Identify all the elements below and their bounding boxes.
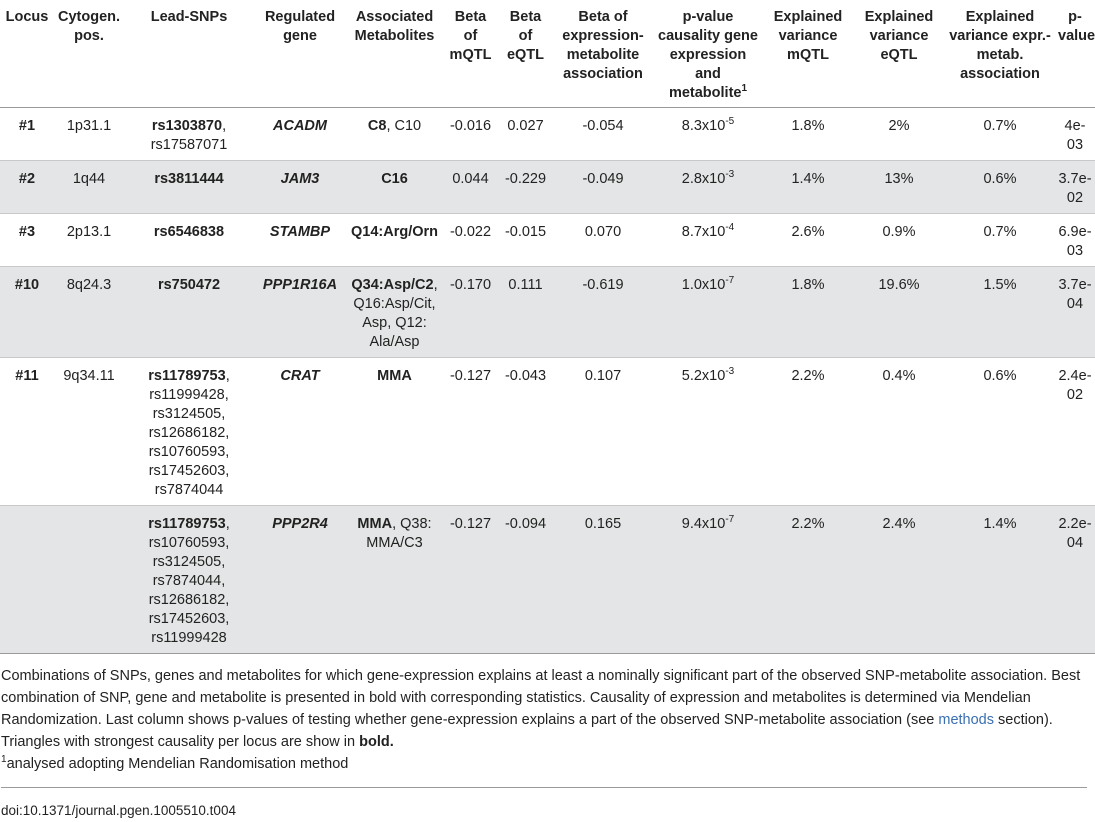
cell-explained-variance-eqtl: 2.4%: [882, 516, 916, 532]
cell-lead-snps: rs3811444: [154, 171, 224, 187]
cell-beta-mqtl: -0.022: [449, 224, 492, 240]
cell-locus: #10: [14, 277, 40, 293]
cell-p-value-causality: $2.8x10^{-3}$: [681, 169, 735, 187]
cell-regulated-gene: JAM3: [280, 171, 320, 187]
cell-p-value-causality: $5.2x10^{-3}$: [681, 366, 735, 384]
cell-beta-mqtl: 0.044: [452, 171, 489, 187]
cell-cytogen-pos: [54, 506, 124, 654]
header-beta-eqtl: Beta of eQTL: [506, 9, 545, 63]
cell-associated-metabolites: Q14:Arg/Orn: [350, 224, 438, 240]
cell-locus: #11: [15, 368, 39, 384]
cell-regulated-gene: PPP2R4: [272, 516, 328, 532]
cell-beta-expression: 0.107: [584, 368, 622, 384]
cell-beta-eqtl: -0.015: [504, 224, 547, 240]
cell-associated-metabolites: MMA: [377, 368, 412, 384]
cell-cytogen-pos: 8q24.3: [66, 277, 112, 293]
table-row: [0, 267, 1095, 358]
cell-beta-mqtl: -0.170: [449, 277, 492, 293]
cell-cytogen-pos: 2p13.1: [66, 224, 112, 240]
header-regulated-gene: Regulated gene: [264, 9, 336, 44]
cell-explained-variance-expr: 0.7%: [983, 224, 1017, 240]
table-row: [0, 214, 1095, 267]
cell-beta-expression: 0.165: [584, 516, 622, 532]
cell-beta-eqtl: -0.043: [504, 368, 547, 384]
table-row: [0, 108, 1095, 161]
header-locus: Locus: [5, 9, 49, 25]
doi-label: doi:10.1371/journal.pgen.1005510.t004: [1, 787, 1087, 822]
cell-cytogen-pos: 9q34.11: [63, 368, 115, 384]
cell-lead-snps: rs750472: [157, 277, 221, 293]
cell-lead-snps: rs11789753, rs10760593, rs3124505, rs7874044, rs12686182, rs17452603, rs11999428: [148, 516, 230, 646]
cell-explained-variance-mqtl: 2.2%: [791, 516, 825, 532]
header-explained-variance-eqtl: Explained variance eQTL: [864, 9, 934, 63]
cell-explained-variance-eqtl: 19.6%: [878, 277, 920, 293]
cell-beta-eqtl: 0.027: [507, 118, 544, 134]
cell-lead-snps: rs6546838: [153, 224, 225, 240]
table-footnote: [0, 665, 1095, 822]
cell-locus: #3: [18, 224, 36, 240]
cell-regulated-gene: PPP1R16A: [262, 277, 338, 293]
cell-beta-eqtl: -0.094: [504, 516, 547, 532]
cell-lead-snps: rs1303870, rs17587071: [150, 118, 228, 153]
cell-explained-variance-eqtl: 13%: [884, 171, 914, 187]
cell-beta-mqtl: -0.016: [449, 118, 492, 134]
cell-regulated-gene: ACADM: [273, 118, 327, 134]
cell-explained-variance-mqtl: 2.6%: [791, 224, 825, 240]
cell-explained-variance-expr: 1.5%: [983, 277, 1017, 293]
cell-associated-metabolites: C16: [381, 171, 408, 187]
cell-associated-metabolites: Q34:Asp/C2, Q16:Asp/Cit, Asp, Q12: Ala/Asp: [351, 277, 438, 350]
cell-explained-variance-expr: 1.4%: [983, 516, 1017, 532]
header-associated-metabolites: Associated Metabolites: [354, 9, 435, 44]
header-beta-mqtl: Beta of mQTL: [449, 9, 492, 63]
cell-beta-expression: -0.049: [582, 171, 624, 187]
cell-explained-variance-mqtl: 1.8%: [791, 118, 825, 134]
cell-beta-eqtl: -0.229: [504, 171, 547, 187]
cell-explained-variance-expr: 0.6%: [983, 171, 1017, 187]
cell-p-value-causality: $8.7x10^{-4}$: [681, 222, 735, 240]
header-row: [0, 0, 1095, 108]
cell-associated-metabolites: C8, C10: [367, 118, 422, 134]
cell-explained-variance-eqtl: 2%: [888, 118, 910, 134]
cell-p-value: 3.7e-02: [1058, 171, 1092, 206]
cell-explained-variance-mqtl: 2.2%: [791, 368, 825, 384]
cell-beta-mqtl: -0.127: [449, 368, 492, 384]
header-cytogen-pos: Cytogen. pos.: [57, 9, 121, 44]
cell-beta-expression: -0.619: [582, 277, 624, 293]
cell-beta-eqtl: 0.111: [508, 277, 543, 293]
cell-beta-mqtl: -0.127: [449, 516, 492, 532]
cell-lead-snps: rs11789753, rs11999428, rs3124505, rs12686182, rs10760593, rs17452603, rs7874044: [148, 368, 230, 498]
cell-explained-variance-eqtl: 0.9%: [882, 224, 916, 240]
cell-cytogen-pos: 1q44: [72, 171, 106, 187]
header-p-value: p-value: [1058, 9, 1095, 44]
cell-p-value-causality: $9.4x10^{-7}$: [681, 514, 735, 532]
cell-p-value: 2.2e-04: [1058, 516, 1092, 551]
header-beta-expression: Beta of expression-metabolite association: [562, 9, 644, 82]
cell-regulated-gene: CRAT: [280, 368, 320, 384]
cell-regulated-gene: STAMBP: [269, 224, 331, 240]
cell-locus: [0, 506, 54, 654]
table-row: [0, 506, 1095, 654]
cell-cytogen-pos: 1p31.1: [66, 118, 112, 134]
methods-link[interactable]: methods: [938, 712, 994, 728]
cell-locus: #2: [18, 171, 36, 187]
cell-explained-variance-expr: 0.7%: [983, 118, 1017, 134]
cell-associated-metabolites: MMA, Q38: MMA/C3: [357, 516, 432, 551]
header-lead-snps: Lead-SNPs: [150, 9, 228, 25]
cell-explained-variance-mqtl: 1.4%: [791, 171, 825, 187]
table-row: [0, 161, 1095, 214]
cell-explained-variance-expr: 0.6%: [983, 368, 1017, 384]
cell-explained-variance-eqtl: 0.4%: [882, 368, 916, 384]
cell-p-value: 3.7e-04: [1058, 277, 1092, 312]
cell-p-value: 4e-03: [1064, 118, 1086, 153]
cell-p-value: 6.9e-03: [1058, 224, 1092, 259]
footnote-note: $^1$analysed adopting Mendelian Randomisation method: [1, 754, 349, 772]
cell-p-value-causality: $1.0x10^{-7}$: [681, 275, 735, 293]
cell-beta-expression: -0.054: [582, 118, 624, 134]
cell-beta-expression: 0.070: [584, 224, 622, 240]
cell-p-value-causality: $8.3x10^{-5}$: [681, 116, 735, 134]
cell-explained-variance-mqtl: 1.8%: [791, 277, 825, 293]
table-row: [0, 358, 1095, 506]
footnote-description: Combinations of SNPs, genes and metabolites for which gene-expression explains at least a nominally significant part of the observed SNP-metabolite association. Best combination of SNP, gene and metabolite is presented in bold with corresponding statistics. Causality of expression and metabolites is determined via Mendelian Randomization. Last column shows p-values of testing whether gene-expression explains a part of the observed SNP-metabolite association (see methods section). Triangles with strongest causality per locus are show in bold.: [1, 668, 1081, 750]
cell-locus: #1: [18, 118, 36, 134]
header-explained-variance-expr: Explained variance expr.-metab. association: [949, 9, 1051, 82]
header-explained-variance-mqtl: Explained variance mQTL: [773, 9, 843, 63]
header-p-value-causality: p-value causality gene expression and metabolite$^1$: [658, 9, 758, 101]
cell-p-value: 2.4e-02: [1058, 368, 1092, 403]
